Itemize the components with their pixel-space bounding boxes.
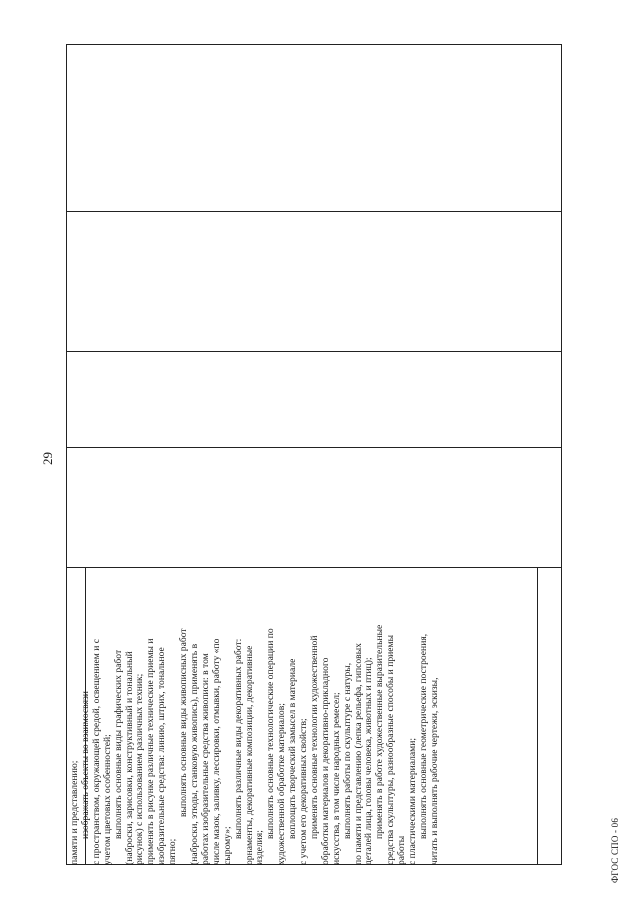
text-line: выполнять основные геометрические построения, — [418, 633, 429, 839]
text-line: выполнять основные виды графических работ — [112, 649, 124, 839]
text-line: художественной обработке материалов; — [276, 703, 288, 865]
text-line: применять основные технологии художественной — [308, 635, 320, 839]
text-line: искусства, в том числе народных ремесел; — [330, 692, 342, 865]
text-line: применять в работе художественные выразительные — [374, 624, 386, 839]
text-line: с пространством, окружающей средой, освещением и с — [90, 638, 102, 865]
text-line: сырому»; — [221, 826, 233, 865]
text-line: выполнять работы по скульптуре с натуры, — [341, 662, 353, 839]
text-line: изобразительные средства: линию, штрих, тональное — [156, 647, 168, 865]
text-line: средства скульптуры, разнообразные способы и приемы — [385, 634, 397, 865]
text-line: читать и выполнять рабочие чертежи, эскизы, — [428, 677, 440, 865]
text-line: с учетом его декоративных свойств; — [298, 718, 310, 865]
text-line: изделия; — [254, 830, 266, 865]
text-line: работах изобразительные средства живописи: в том — [199, 653, 211, 865]
text-line: памяти и представлению; — [69, 760, 80, 865]
text-line: по памяти и представлению (лепка рельефа, гипсовых — [352, 643, 364, 865]
text-line: учетом цветовых особенностей; — [101, 734, 113, 865]
text-line: с пластическими материалами; — [407, 737, 419, 865]
strip-divider — [537, 568, 538, 864]
text-line: пятно; — [167, 838, 179, 865]
table-column-3 — [67, 211, 561, 351]
text-line: работы — [396, 835, 408, 865]
text-line: (наброски, зарисовки, конструктивный и тональный — [123, 651, 135, 865]
text-line: выполнять различные виды декоративных работ: — [232, 638, 244, 839]
text-line: воплощать творческий замысел в материале — [287, 658, 299, 839]
text-line: выполнять основные технологические операции по — [265, 628, 277, 839]
text-line: обработки материалов и декоративно-прикладного — [319, 657, 331, 865]
table-column-4 — [67, 43, 561, 211]
text-line: рисунок) с использованием различных техник; — [134, 673, 146, 865]
text-line: изображать объекты во взаимосвязи — [79, 691, 91, 839]
text-line: выполнять основные виды живописных работ — [178, 628, 190, 817]
text-line: деталей лица, головы человека, животных и птиц); — [363, 657, 375, 865]
text-line: применять в рисунке различные технические приемы и — [145, 638, 157, 865]
text-line: (наброски, этюды, станковую живопись), применять в — [188, 643, 200, 865]
page-number: 29 — [40, 452, 55, 465]
footer-code: ФГОС СПО - 06 — [610, 817, 620, 883]
text-line: орнаменты, декоративные композиции, декоративные — [243, 645, 255, 865]
table-column-2 — [67, 351, 561, 447]
competency-text-cell — [70, 445, 441, 865]
text-line: числе мазок, заливку, лессировки, отмывки, работу «по — [210, 638, 222, 865]
